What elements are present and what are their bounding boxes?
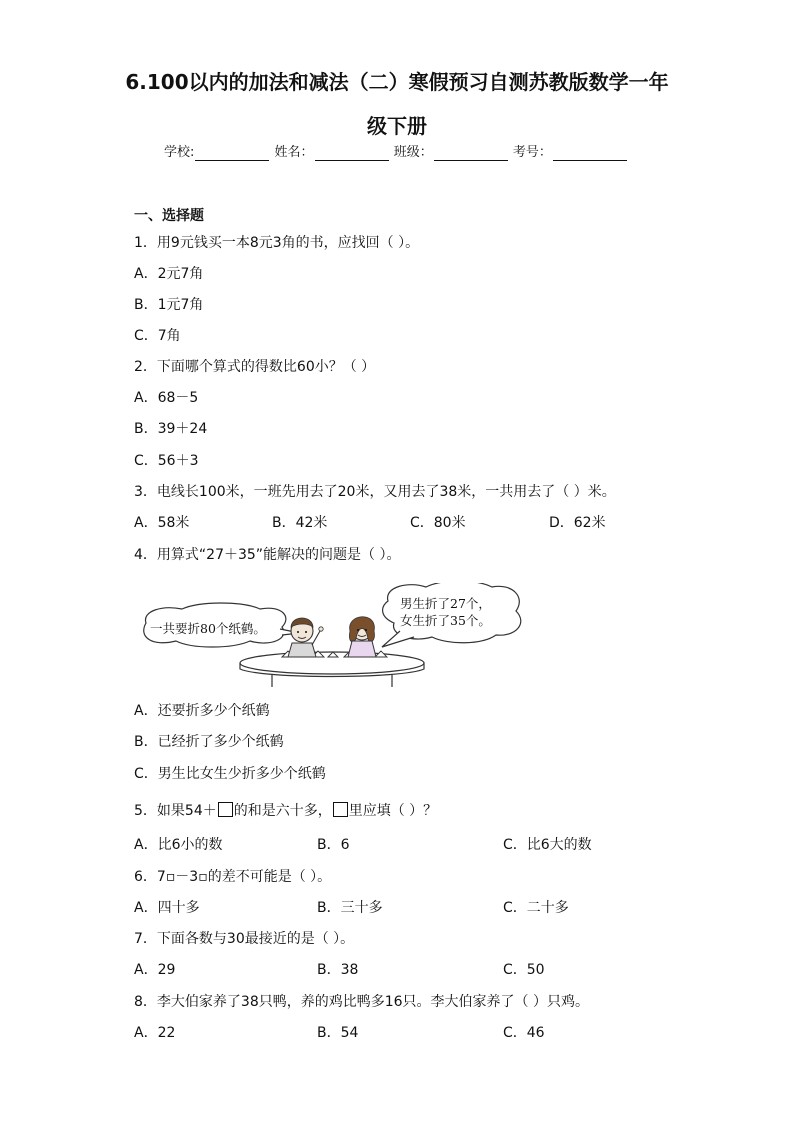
- question-5-stem-part-c: 里应填（ ）？: [348, 803, 438, 819]
- paper-crane-illustration: [132, 583, 532, 693]
- question-1-option-b: B．1元7角: [134, 297, 204, 313]
- question-6-options: [134, 900, 754, 916]
- left-bubble-text: 一共要折80个纸鹤。: [150, 621, 266, 636]
- class-blank: [434, 147, 508, 161]
- question-2-option-a: A．68－5: [134, 390, 199, 406]
- question-8-option-a: A．22: [134, 1025, 176, 1041]
- page-title-line-1: 6.100以内的加法和减法（二）寒假预习自测苏教版数学一年: [125, 70, 669, 94]
- question-3-option-c: C．80米: [410, 515, 466, 531]
- blank-box-icon: [218, 802, 233, 817]
- page-title-line-2: 级下册: [367, 114, 427, 138]
- question-4-option-b: B．已经折了多少个纸鹤: [134, 734, 284, 750]
- question-3-stem: 3．电线长100米，一班先用去了20米，又用去了38米，一共用去了（ ）米。: [134, 484, 616, 500]
- question-5-option-a: A．比6小的数: [134, 837, 223, 853]
- question-3-option-a: A．58米: [134, 515, 190, 531]
- question-2-stem: 2．下面哪个算式的得数比60小？（ ）: [134, 359, 376, 375]
- question-7-options: [134, 962, 754, 978]
- girl-figure: [348, 617, 376, 657]
- question-7-option-a: A．29: [134, 962, 176, 978]
- right-bubble-text-line-1: 男生折了27个，: [400, 596, 491, 611]
- question-3-option-d: D．62米: [549, 515, 606, 531]
- question-8-options: [134, 1025, 754, 1041]
- school-label: 学校:: [164, 145, 195, 160]
- question-5-stem-part-a: 5．如果54＋: [134, 803, 217, 819]
- question-8-option-b: B．54: [317, 1025, 359, 1041]
- question-3-options: [134, 515, 754, 531]
- question-5-option-c: C．比6大的数: [503, 837, 592, 853]
- school-field: [164, 145, 270, 161]
- question-5-option-b: B．6: [317, 837, 350, 853]
- table-drawing: [240, 651, 424, 687]
- question-2-option-b: B．39＋24: [134, 421, 208, 437]
- name-label: 姓名：: [274, 145, 314, 160]
- question-5-stem-part-b: 的和是六十多，: [233, 803, 332, 819]
- question-1-stem: 1．用9元钱买一本8元3角的书，应找回（ ）。: [134, 235, 420, 251]
- left-speech-bubble: [144, 603, 300, 647]
- question-7-stem: 7．下面各数与30最接近的是（ ）。: [134, 931, 355, 947]
- exam-number-field: [513, 145, 628, 161]
- question-7-option-c: C．50: [503, 962, 545, 978]
- name-field: [275, 145, 390, 161]
- blank-box-icon: [333, 802, 348, 817]
- question-4-option-c: C．男生比女生少折多少个纸鹤: [134, 766, 326, 782]
- question-1-option-a: A．2元7角: [134, 266, 204, 282]
- class-label: 班级：: [393, 145, 433, 160]
- school-blank: [195, 147, 269, 161]
- question-6-option-a: A．四十多: [134, 900, 200, 916]
- question-5-stem: [134, 802, 437, 819]
- question-8-option-c: C．46: [503, 1025, 545, 1041]
- class-field: [394, 145, 509, 161]
- section-heading: 一、选择题: [134, 208, 204, 224]
- right-bubble-text-line-2: 女生折了35个。: [400, 613, 491, 628]
- question-6-option-c: C．二十多: [503, 900, 569, 916]
- question-7-option-b: B．38: [317, 962, 359, 978]
- question-6-stem: 6．7▫－3▫的差不可能是（ ）。: [134, 869, 332, 885]
- question-8-stem: 8．李大伯家养了38只鸭，养的鸡比鸭多16只。李大伯家养了（ ）只鸡。: [134, 994, 589, 1010]
- exam-number-blank: [553, 147, 627, 161]
- question-5-options: [134, 837, 754, 853]
- question-6-option-b: B．三十多: [317, 900, 383, 916]
- question-3-option-b: B．42米: [272, 515, 328, 531]
- question-4-option-a: A．还要折多少个纸鹤: [134, 703, 270, 719]
- exam-number-label: 考号：: [512, 145, 552, 160]
- question-2-option-c: C．56＋3: [134, 453, 199, 469]
- question-1-option-c: C．7角: [134, 328, 181, 344]
- student-info-row: [164, 145, 628, 161]
- right-speech-bubble: [382, 583, 521, 647]
- name-blank: [315, 147, 389, 161]
- question-4-stem: 4．用算式“27＋35”能解决的问题是（ ）。: [134, 547, 401, 563]
